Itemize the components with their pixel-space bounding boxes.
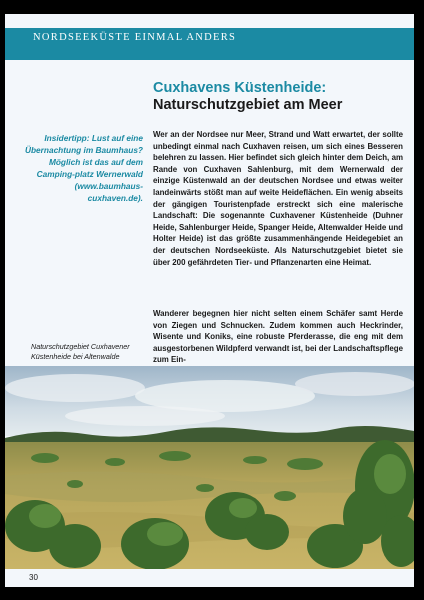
page-number: 30	[29, 573, 38, 582]
body-paragraph-2: Wanderer begegnen hier nicht selten einem Schäfer samt Herde von Ziegen und Schnucken. Zudem kommen auch Heckrinder, Wisente und Koniks, eine robuste Pferderasse, die eng mit dem ausgestorbenen Wildpferd verwandt ist, bei der Landschaftspflege zum Ein-	[153, 309, 403, 365]
article-title-line1: Cuxhavens Küstenheide:	[153, 80, 327, 96]
body-paragraph-1: Wer an der Nordsee nur Meer, Strand und Watt erwartet, der sollte unbedingt einmal nach Cuxhaven reisen, um sich eines Besseren belehren zu lassen. Hier befindet sich gleich hinter dem Deich, am Rande von Cuxhaven Sahlenburg, mit dem Wernerwald der einzige Küstenwald an der deutschen Nordsee und etwas weiter landeinwärts stößt man auf weite Heideflächen. Ein wenig abseits der gängigen Touristenpfade erstreckt sich eine malerische Landschaft: Die sogenannte Cuxhavener Küstenheide (Duhner Heide, Sahlenburger Heide, Spanger Heide, Altenwalder Heide und Holter Heide) ist das größte zusammenhängende Heidegebiet an der deutschen Nordseeküste. Als Naturschutzgebiet bietet sie über 200 gefährdeten Tier- und Pflanzenarten eine Heimat.	[153, 130, 403, 267]
insider-tip: Insidertipp: Lust auf eine Übernachtung im Baumhaus? Möglich ist das auf dem Camping-platz Wernerwald (www.baumhaus-cuxhaven.de).	[24, 133, 143, 203]
article-title	[153, 80, 403, 114]
book-page	[5, 14, 414, 587]
heathland-photo	[5, 366, 414, 569]
article-title-line2: Naturschutzgebiet am Meer	[153, 97, 343, 113]
section-title: NORDSEEKÜSTE EINMAL ANDERS	[33, 32, 237, 43]
photo-caption: Naturschutzgebiet Cuxhavener Küstenheide bei Altenwalde	[31, 342, 130, 361]
